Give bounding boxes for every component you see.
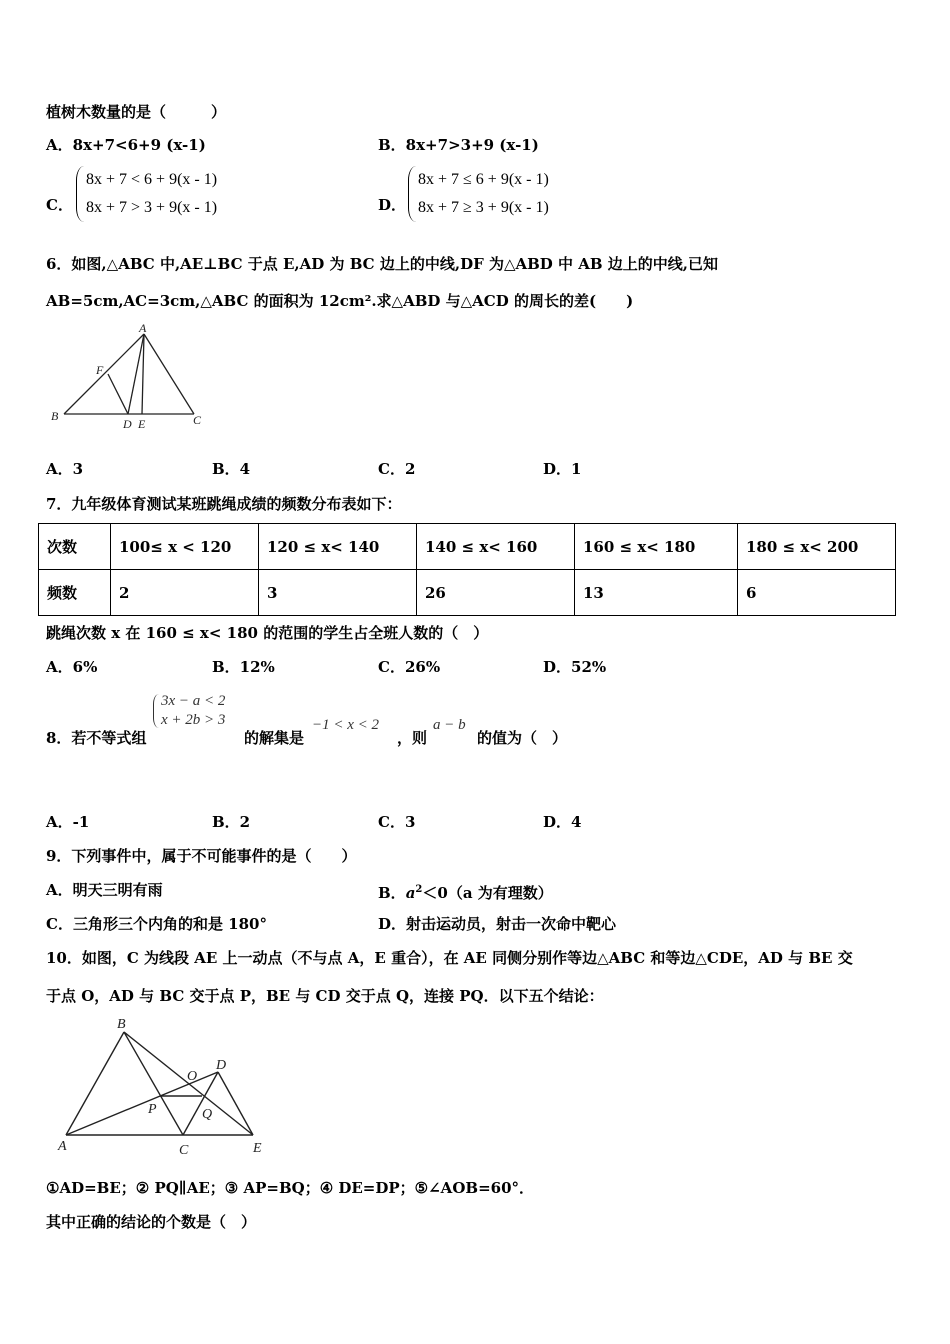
table-cell: 2 xyxy=(111,570,259,616)
q6-option-d[interactable]: D．1 xyxy=(543,460,582,478)
table-cell: 13 xyxy=(575,570,738,616)
q5-option-c-label[interactable]: C． xyxy=(46,196,73,214)
q6-option-b[interactable]: B．4 xyxy=(212,460,251,478)
table-cell: 6 xyxy=(738,570,896,616)
vertex-label: D xyxy=(216,1058,227,1073)
q9-option-d[interactable]: D．射击运动员，射击一次命中靶心 xyxy=(378,915,617,933)
vertex-label: B xyxy=(117,1017,126,1032)
q6-triangle-figure xyxy=(46,322,216,432)
q5-option-d-label[interactable]: D． xyxy=(378,196,407,214)
option-letter: B． xyxy=(378,884,406,902)
brace xyxy=(76,166,85,222)
system-line: 8x + 7 ≤ 6 + 9(x - 1) xyxy=(418,171,549,188)
frequency-table xyxy=(38,523,896,616)
table-cell: 26 xyxy=(417,570,575,616)
brace xyxy=(153,694,160,728)
q5-option-a[interactable]: A．8x+7<6+9 (x-1) xyxy=(46,136,206,154)
table-row-label: 频数 xyxy=(39,570,111,616)
brace xyxy=(408,166,417,222)
q8-option-c[interactable]: C．3 xyxy=(378,813,416,831)
q9-option-b[interactable] xyxy=(378,880,553,903)
q8-suffix: 的值为（ ） xyxy=(477,729,568,747)
table-header-cell: 140 ≤ x< 160 xyxy=(417,524,575,570)
vertex-label: C xyxy=(193,413,202,427)
vertex-label: F xyxy=(96,363,104,377)
table-cell: 3 xyxy=(259,570,417,616)
q6-option-c[interactable]: C．2 xyxy=(378,460,416,478)
q10-triangles-figure xyxy=(50,1012,280,1160)
vertex-label: O xyxy=(187,1069,198,1084)
q6-option-a[interactable]: A．3 xyxy=(46,460,84,478)
exponent: 2 xyxy=(415,884,423,895)
vertex-label: B xyxy=(51,409,59,423)
q7-option-a[interactable]: A．6% xyxy=(46,658,98,676)
system-line: 8x + 7 ≥ 3 + 9(x - 1) xyxy=(418,199,549,216)
math-variable: a xyxy=(405,884,416,902)
vertex-label: E xyxy=(138,417,146,431)
q5-option-b[interactable]: B．8x+7>3+9 (x-1) xyxy=(378,136,539,154)
vertex-label: D xyxy=(123,417,132,431)
vertex-label: P xyxy=(148,1102,157,1117)
q6-line2: AB=5cm,AC=3cm,△ABC 的面积为 12cm².求△ABD 与△ACD 的周长的差( ) xyxy=(46,292,634,310)
q7-option-d[interactable]: D．52% xyxy=(543,658,607,676)
table-header-cell: 次数 xyxy=(39,524,111,570)
system-line: 8x + 7 > 3 + 9(x - 1) xyxy=(86,199,218,216)
q5-option-d-system xyxy=(418,166,549,222)
q9-option-a[interactable]: A．明天三明有雨 xyxy=(46,881,163,899)
q7-option-b[interactable]: B．12% xyxy=(212,658,275,676)
vertex-label: A xyxy=(58,1139,67,1154)
vertex-label: A xyxy=(139,322,147,335)
q8-then: ，则 xyxy=(397,729,428,747)
vertex-label: C xyxy=(179,1143,189,1158)
q10-question: 其中正确的结论的个数是（ ） xyxy=(46,1213,257,1231)
system-line: 3x − a < 2 xyxy=(161,693,226,709)
q5-option-c-system xyxy=(86,166,217,222)
table-header-cell: 120 ≤ x< 140 xyxy=(259,524,417,570)
q10-line2: 于点 O，AD 与 BC 交于点 P，BE 与 CD 交于点 Q，连接 PQ．以下五个结论： xyxy=(46,987,604,1005)
q8-solution-set: −1 < x < 2 xyxy=(312,717,380,733)
table-row xyxy=(39,524,896,570)
option-text: ＜0（a 为有理数） xyxy=(422,884,553,902)
system-line: x + 2b > 3 xyxy=(161,712,226,728)
q8-expression: a − b xyxy=(433,717,466,733)
system-line: 8x + 7 < 6 + 9(x - 1) xyxy=(86,171,218,188)
q8-option-d[interactable]: D．4 xyxy=(543,813,582,831)
q8-prefix: 8．若不等式组 xyxy=(46,729,147,747)
q10-conclusions: ①AD=BE；② PQ∥AE；③ AP=BQ；④ DE=DP；⑤∠AOB=60°． xyxy=(46,1179,535,1197)
q9-option-c[interactable]: C．三角形三个内角的和是 180° xyxy=(46,915,267,933)
table-header-cell: 180 ≤ x< 200 xyxy=(738,524,896,570)
table-header-cell: 160 ≤ x< 180 xyxy=(575,524,738,570)
table-row xyxy=(39,570,896,616)
vertex-label: E xyxy=(253,1141,262,1156)
q6-line1: 6．如图,△ABC 中,AE⊥BC 于点 E,AD 为 BC 边上的中线,DF 为△ABD 中 AB 边上的中线,已知 xyxy=(46,255,719,273)
q7-stem: 7．九年级体育测试某班跳绳成绩的频数分布表如下： xyxy=(46,495,402,513)
q9-stem: 9．下列事件中，属于不可能事件的是（ ） xyxy=(46,847,357,865)
q7-option-c[interactable]: C．26% xyxy=(378,658,441,676)
vertex-label: Q xyxy=(202,1107,213,1122)
q8-inequality-system xyxy=(161,692,225,730)
table-header-cell: 100≤ x < 120 xyxy=(111,524,259,570)
q10-line1: 10．如图，C 为线段 AE 上一动点（不与点 A，E 重合），在 AE 同侧分别作等边△ABC 和等边△CDE，AD 与 BE 交 xyxy=(46,949,853,967)
q8-mid: 的解集是 xyxy=(244,729,305,747)
q8-option-a[interactable]: A．-1 xyxy=(46,813,90,831)
q5-stem: 植树木数量的是（ ） xyxy=(46,103,227,121)
q7-question: 跳绳次数 x 在 160 ≤ x< 180 的范围的学生占全班人数的（ ） xyxy=(46,624,489,642)
q8-option-b[interactable]: B．2 xyxy=(212,813,251,831)
